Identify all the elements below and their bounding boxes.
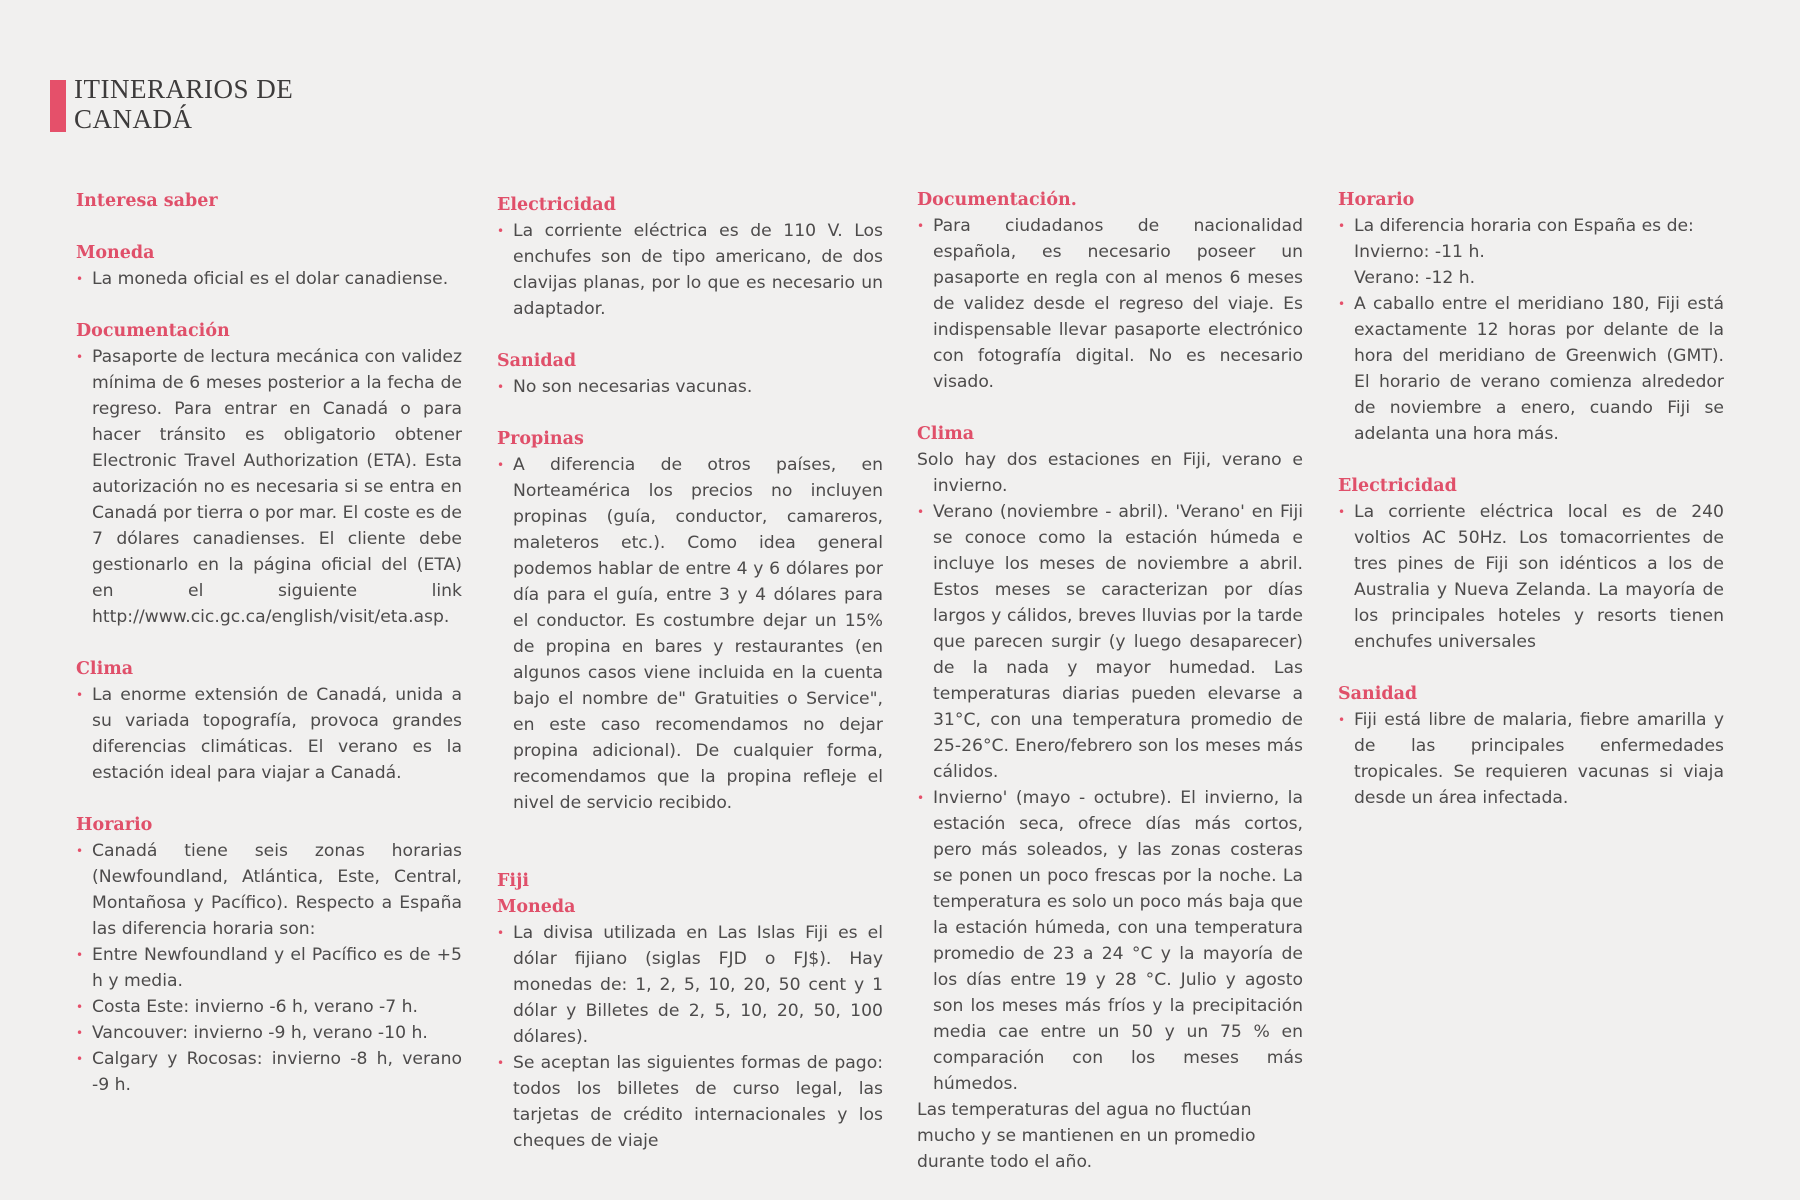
list-item: • La divisa utilizada en Las Islas Fiji es el dólar fijiano (siglas FJD o FJ$). Hay monedas de: 1, 2, 5, 10, 20, 50 cent y 1 dólar y Billetes de 2, 5, 10, 20, 50, 100 dólares).: [497, 920, 883, 1050]
list-item: • Fiji está libre de malaria, fiebre amarilla y de las principales enfermedades tropicales. Se requieren vacunas si viaja desde un área infectada.: [1338, 707, 1724, 811]
page-title-line1: ITINERARIOS DE: [74, 74, 294, 104]
list-item: • La diferencia horaria con España es de:: [1338, 213, 1724, 239]
horario-invierno: Invierno: -11 h.: [1354, 242, 1485, 262]
column-fiji-doc-clima: [917, 187, 1303, 1175]
list-item: • Verano (noviembre - abril). 'Verano' en Fiji se conoce como la estación húmeda e incluye los meses de noviembre a abril. Estos meses se caracterizan por días largos y cálidos, breves lluvias por la tarde que parecen surgir (y luego desaparecer) de la nada y mayor humedad. Las temperaturas diarias pueden elevarse a 31°C, con una temperatura promedio de 25-26°C. Enero/febrero son los meses más cálidos.: [917, 499, 1303, 785]
list-item: • Vancouver: invierno -9 h, verano -10 h.: [76, 1020, 462, 1046]
list-item: • Entre Newfoundland y el Pacífico es de +5 h y media.: [76, 942, 462, 994]
list-item: • La moneda oficial es el dolar canadiense.: [76, 266, 462, 292]
clima-intro-text-cont: invierno.: [933, 476, 1008, 496]
page-header: [50, 74, 304, 134]
section-heading-clima-fiji: Clima: [917, 424, 975, 444]
list-item: • Invierno' (mayo - octubre). El invierno, la estación seca, ofrece días más cortos, pero más soleados, y las zonas costeras se ponen un poco frescas por la noche. La temperatura es solo un poco más baja que la estación húmeda, con una temperatura promedio de 23 a 24 °C y la mayoría de los días entre 19 y 28 °C. Julio y agosto son los meses más fríos y la precipitación media cae entre un 50 y un 75 % en comparación con los meses más húmedos.: [917, 785, 1303, 1097]
section-heading-clima: Clima: [76, 659, 134, 679]
section-heading-propinas: Propinas: [497, 429, 584, 449]
list-item: • A diferencia de otros países, en Norteamérica los precios no incluyen propinas (guía, conductor, camareros, maleteros etc.). Como idea general podemos hablar de entre 4 y 6 dólares por día para el guía, entre 3 y 4 dólares para el conductor. Es costumbre dejar un 15% de propina en bares y restaurantes (en algunos casos viene incluida en la cuenta bajo el nombre de" Gratuities o Service", en este caso recomendamos no dejar propina adicional). De cualquier forma, recomendamos que la propina refleje el nivel de servicio recibido.: [497, 452, 883, 816]
section-heading-documentacion: Documentación: [76, 321, 230, 341]
page-title-line2: CANADÁ: [74, 104, 193, 134]
list-item: • Pasaporte de lectura mecánica con validez mínima de 6 meses posterior a la fecha de regreso. Para entrar en Canadá o para hacer tránsito es obligatorio obtener Electronic Travel Authorization (ETA). Esta autorización no es necesaria si se entra en Canadá por tierra o por mar. El coste es de 7 dólares canadienses. El cliente debe gestionarlo en la página oficial del (ETA) en el siguiente link http://www.cic.gc.ca/english/visit/eta.asp.: [76, 344, 462, 630]
section-heading-horario-fiji: Horario: [1338, 190, 1415, 210]
section-heading-electricidad-fiji: Electricidad: [1338, 476, 1457, 496]
list-item: • A caballo entre el meridiano 180, Fiji está exactamente 12 horas por delante de la hora del meridiano de Greenwich (GMT). El horario de verano comienza alrededor de noviembre a enero, cuando Fiji se adelanta una hora más.: [1338, 291, 1724, 447]
section-heading-electricidad: Electricidad: [497, 195, 616, 215]
section-heading-horario: Horario: [76, 815, 153, 835]
list-item: • Canadá tiene seis zonas horarias (Newfoundland, Atlántica, Este, Central, Montañosa y Pacífico). Respecto a España las diferencia horaria son:: [76, 838, 462, 942]
column-canada-info: [76, 188, 462, 1098]
section-heading-fiji-moneda: Moneda: [497, 897, 576, 917]
list-item: • Calgary y Rocosas: invierno -8 h, verano -9 h.: [76, 1046, 462, 1098]
list-item: • No son necesarias vacunas.: [497, 374, 883, 400]
title-accent-bar: [50, 80, 66, 132]
list-item: • Para ciudadanos de nacionalidad española, es necesario poseer un pasaporte en regla con al menos 6 meses de validez desde el regreso del viaje. Es indispensable llevar pasaporte electrónico con fotografía digital. No es necesario visado.: [917, 213, 1303, 395]
clima-outro-text: Las temperaturas del agua no fluctúan mucho y se mantienen en un promedio durante todo el año.: [917, 1100, 1256, 1172]
list-item: • Se aceptan las siguientes formas de pago: todos los billetes de curso legal, las tarjetas de crédito internacionales y los cheques de viaje: [497, 1050, 883, 1154]
list-item: • La enorme extensión de Canadá, unida a su variada topografía, provoca grandes diferencias climáticas. El verano es la estación ideal para viajar a Canadá.: [76, 682, 462, 786]
list-item: • La corriente eléctrica local es de 240 voltios AC 50Hz. Los tomacorrientes de tres pines de Fiji son idénticos a los de Australia y Nueva Zelanda. La mayoría de los principales hoteles y resorts tienen enchufes universales: [1338, 499, 1724, 655]
section-heading-moneda: Moneda: [76, 243, 155, 263]
page-title: [74, 74, 304, 134]
section-heading-documentacion-fiji: Documentación.: [917, 190, 1077, 210]
section-heading-fiji: Fiji: [497, 871, 530, 891]
section-heading-sanidad: Sanidad: [497, 351, 577, 371]
column-fiji-horario: [1338, 187, 1724, 811]
section-heading-interesa-saber: Interesa saber: [76, 191, 218, 211]
horario-verano: Verano: -12 h.: [1354, 268, 1476, 288]
list-item: • La corriente eléctrica es de 110 V. Los enchufes son de tipo americano, de dos clavijas planas, por lo que es necesario un adaptador.: [497, 218, 883, 322]
list-item: • Costa Este: invierno -6 h, verano -7 h.: [76, 994, 462, 1020]
clima-intro-text: Solo hay dos estaciones en Fiji, verano e: [917, 450, 1303, 470]
column-canada-practical: [497, 192, 883, 1154]
section-heading-sanidad-fiji: Sanidad: [1338, 684, 1418, 704]
